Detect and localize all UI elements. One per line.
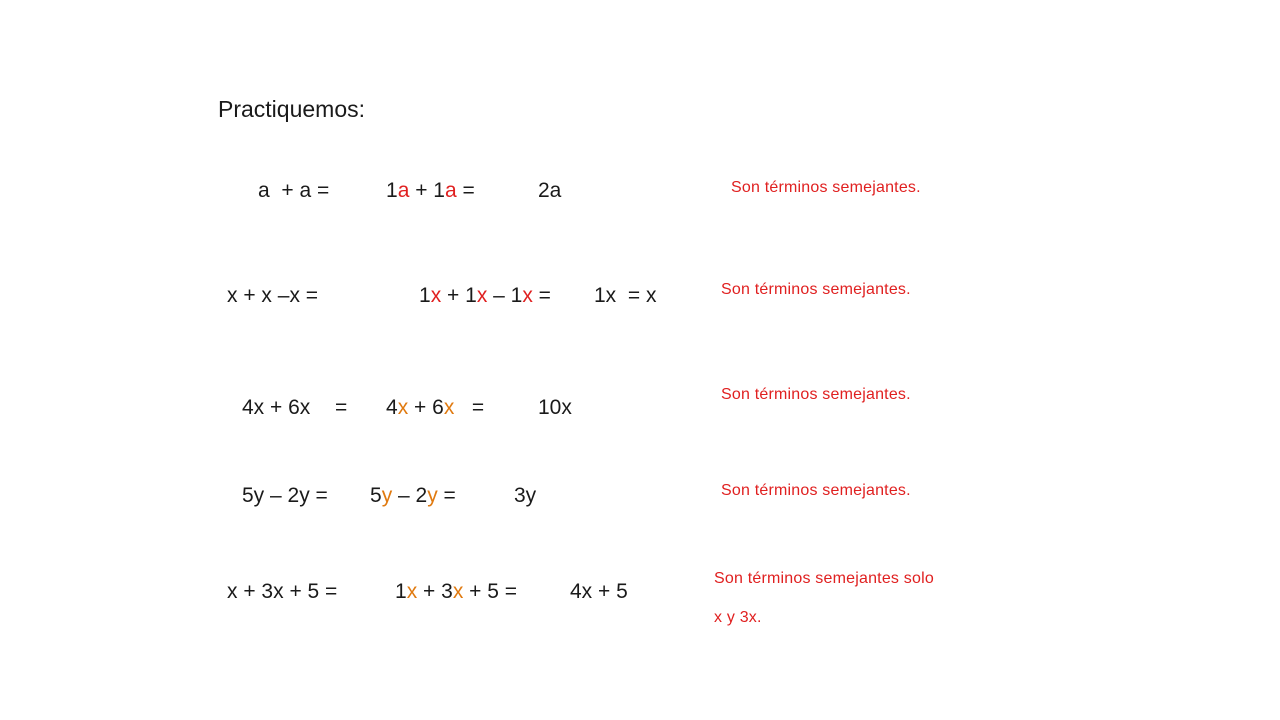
row2-step: [419, 283, 551, 309]
row3-var-x2: x: [443, 396, 455, 419]
row4-coef: 5: [370, 484, 382, 507]
row3-op: + 6: [408, 396, 444, 419]
row3-expression: 4x + 6x: [242, 396, 311, 419]
row1-coef: 1: [386, 179, 398, 202]
row2-expression: x + x –x =: [227, 284, 319, 307]
row2-equals: =: [532, 284, 551, 307]
row1-result: 2a: [538, 179, 562, 202]
row5-result: 4x + 5: [570, 580, 628, 603]
row1-step: [386, 178, 475, 204]
row3-step-equals: =: [454, 396, 485, 419]
row3-equals: =: [335, 396, 348, 419]
row4-result: 3y: [514, 484, 537, 507]
row5-var-x1: x: [406, 580, 418, 603]
row2-var-x2: x: [476, 284, 488, 307]
row1-equals: =: [456, 179, 475, 202]
row2-op2: – 1: [487, 284, 523, 307]
row5-op: + 3: [417, 580, 453, 603]
row4-step: [370, 483, 456, 509]
row1-expression: a + a =: [258, 179, 330, 202]
row5-expression: x + 3x + 5 =: [227, 580, 338, 603]
row1-note: Son términos semejantes.: [731, 179, 921, 196]
row2-var-x3: x: [522, 284, 533, 307]
row5-equals: + 5 =: [463, 580, 518, 603]
row1-op: + 1: [409, 179, 445, 202]
page-title: Practiquemos:: [218, 96, 366, 122]
row3-step: [386, 395, 484, 421]
row5-step: [395, 579, 517, 605]
row5-var-x2: x: [452, 580, 464, 603]
row2-op1: + 1: [441, 284, 477, 307]
row3-var-x1: x: [397, 396, 409, 419]
row1-var-a1: a: [397, 179, 410, 202]
row2-coef: 1: [419, 284, 431, 307]
row3-note: Son términos semejantes.: [721, 386, 911, 403]
row5-note-line2: x y 3x.: [714, 609, 762, 626]
row3-result: 10x: [538, 396, 572, 419]
row3-coef: 4: [386, 396, 398, 419]
row2-note: Son términos semejantes.: [721, 281, 911, 298]
row4-expression: 5y – 2y =: [242, 484, 328, 507]
row1-var-a2: a: [445, 179, 457, 202]
row5-note-line1: Son términos semejantes solo: [714, 570, 934, 587]
row4-equals: =: [437, 484, 456, 507]
row4-note: Son términos semejantes.: [721, 482, 911, 499]
row4-op: – 2: [392, 484, 428, 507]
row5-coef: 1: [395, 580, 407, 603]
row4-var-y2: y: [427, 484, 438, 507]
row2-var-x1: x: [430, 284, 442, 307]
row2-result: 1x = x: [594, 284, 657, 307]
row4-var-y1: y: [381, 484, 393, 507]
